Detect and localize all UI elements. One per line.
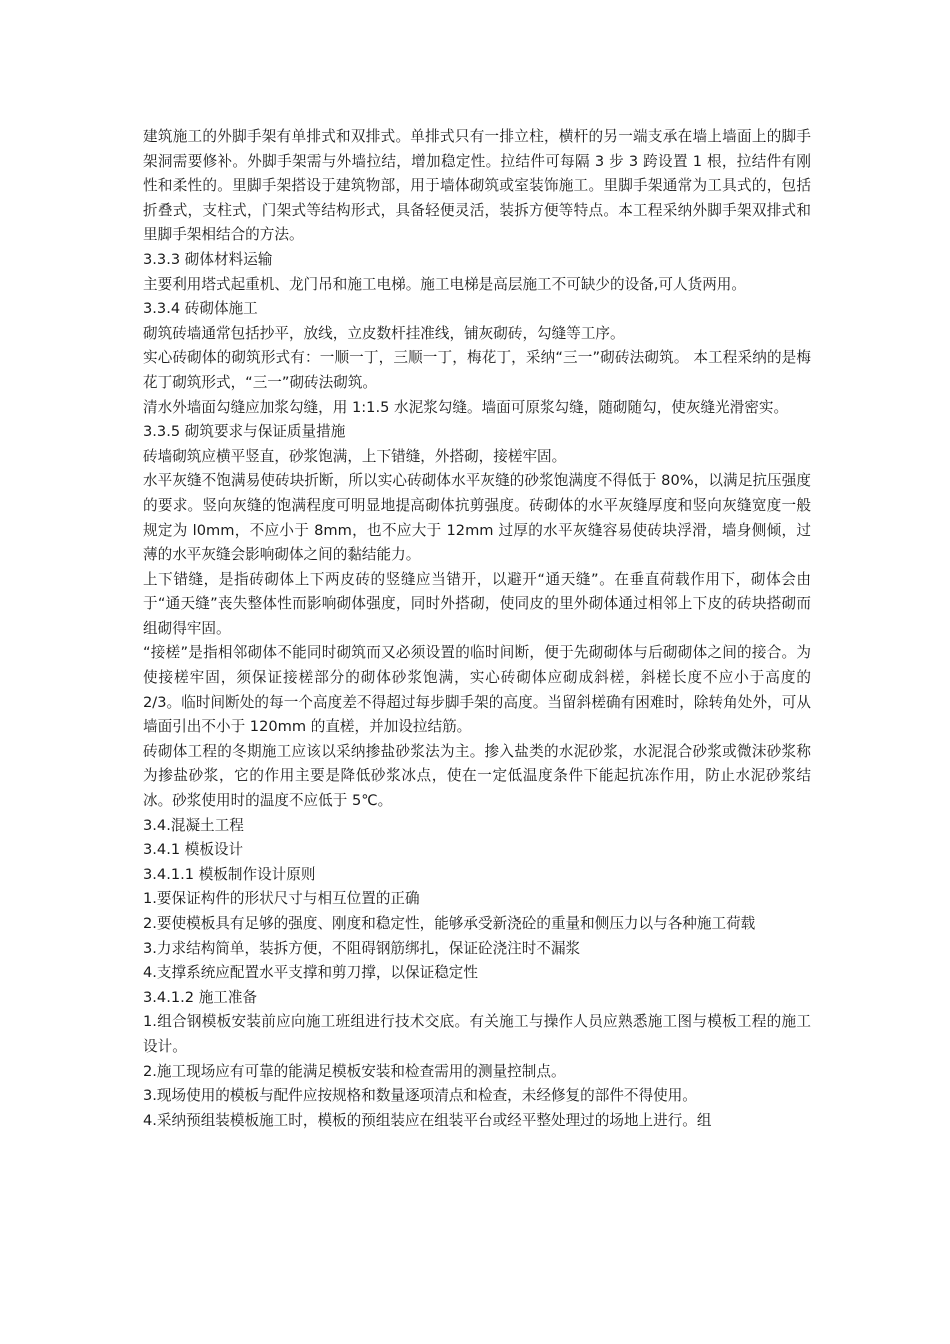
paragraph-pointing: 清水外墙面勾缝应加浆勾缝，用 1:1.5 水泥浆勾缝。墙面可原浆勾缝，随砌随勾，使灰缝光滑密实。 [143, 398, 789, 416]
paragraph-toothing: “接槎”是指相邻砌体不能同时砌筑而又必须设置的临时间断，便于先砌砌体与后砌砌体之间的接合。为使接槎牢固，须保证接槎部分的砌体砂浆饱满，实心砖砌体应砌成斜槎，斜槎长度不应小于高度的 2/3。临时间断处的每一个高度差不得超过每步脚手架的高度。当留斜槎确有困难时，除转角处外，可从墙面引出不小于 120mm 的直槎，并加设拉结筋。 [143, 644, 811, 736]
paragraph-material-transport: 主要利用塔式起重机、龙门吊和施工电梯。施工电梯是高层施工不可缺少的设备,可人货两用。 [143, 275, 746, 293]
heading-3-3-3: 3.3.3 砌体材料运输 [143, 250, 273, 268]
list-item-principle-2: 2.要使模板具有足够的强度、刚度和稳定性，能够承受新浇砼的重量和侧压力以与各种施工荷载 [143, 915, 756, 932]
list-item-preparation-3: 3.现场使用的模板与配件应按规格和数量逐项清点和检查，未经修复的部件不得使用。 [143, 1087, 697, 1105]
heading-3-4-1: 3.4.1 模板设计 [143, 841, 244, 859]
paragraph-horizontal-joints: 水平灰缝不饱满易使砖块折断，所以实心砖砌体水平灰缝的砂浆饱满度不得低于 80%，以满足抗压强度的要求。竖向灰缝的饱满程度可明显地提高砌体抗剪强度。砖砌体的水平灰缝厚度和竖向灰缝宽度一般规定为 l0mm，不应小于 8mm，也不应大于 12mm 过厚的水平灰缝容易使砖块浮滑，墙身侧倾，过薄的水平灰缝会影响砌体之间的黏结能力。 [143, 472, 811, 564]
list-item-preparation-1: 1.组合钢模板安装前应向施工班组进行技术交底。有关施工与操作人员应熟悉施工图与模板工程的施工设计。 [143, 1013, 811, 1055]
heading-3-3-5: 3.3.5 砌筑要求与保证质量措施 [143, 423, 346, 441]
list-item-principle-4: 4.支撑系统应配置水平支撑和剪刀撑，以保证稳定性 [143, 964, 478, 982]
paragraph-staggered-joints: 上下错缝，是指砖砌体上下两皮砖的竖缝应当错开，以避开“通天缝”。在垂直荷载作用下，砌体会由于“通天缝”丧失整体性而影响砌体强度，同时外搭砌，使同皮的里外砌体通过相邻上下皮的砖块搭砌而组砌得牢固。 [143, 570, 811, 637]
list-item-preparation-2: 2.施工现场应有可靠的能满足模板安装和检查需用的测量控制点。 [143, 1062, 566, 1080]
paragraph-winter-construction: 砖砌体工程的冬期施工应该以采纳掺盐砂浆法为主。掺入盐类的水泥砂浆，水泥混合砂浆或微沫砂浆称为掺盐砂浆，它的作用主要是降低砂浆冰点，使在一定低温度条件下能起抗冻作用，防止水泥砂浆结冰。砂浆使用时的温度不应低于 5℃。 [143, 742, 811, 810]
heading-3-4-1-1: 3.4.1.1 模板制作设计原则 [143, 865, 316, 883]
list-item-principle-1: 1.要保证构件的形状尺寸与相互位置的正确 [143, 890, 420, 908]
heading-3-3-4: 3.3.4 砖砌体施工 [143, 300, 258, 318]
heading-3-4-1-2: 3.4.1.2 施工准备 [143, 988, 258, 1006]
document-page [143, 125, 811, 1133]
heading-3-4: 3.4.混凝土工程 [143, 816, 244, 834]
list-item-preparation-4: 4.采纳预组装模板施工时，模板的预组装应在组装平台或经平整处理过的场地上进行。组 [143, 1111, 712, 1129]
paragraph-scaffolding: 建筑施工的外脚手架有单排式和双排式。单排式只有一排立柱，横杆的另一端支承在墙上墙面上的脚手架洞需要修补。外脚手架需与外墙拉结，增加稳定性。拉结件可每隔 3 步 3 跨设置 1 根，拉结件有刚性和柔性的。里脚手架搭设于建筑物部，用于墙体砌筑或室装饰施工。里脚手架通常为工具式的，包括折叠式，支柱式，门架式等结构形式，具备轻便灵活，装拆方便等特点。本工程采纳外脚手架双排式和里脚手架相结合的方法。 [143, 128, 811, 244]
paragraph-masonry-requirements: 砖墙砌筑应横平竖直，砂浆饱满，上下错缝，外搭砌，接槎牢固。 [143, 447, 567, 465]
list-item-principle-3: 3.力求结构简单，装拆方便，不阻碍钢筋绑扎，保证砼浇注时不漏浆 [143, 939, 581, 957]
paragraph-masonry-forms: 实心砖砌体的砌筑形式有：一顺一丁，三顺一丁，梅花丁，采纳“三一”砌砖法砌筑。 本工程采纳的是梅花丁砌筑形式，“三一”砌砖法砌筑。 [143, 349, 811, 391]
paragraph-masonry-steps: 砌筑砖墙通常包括抄平，放线，立皮数杆挂准线，铺灰砌砖，勾缝等工序。 [143, 324, 625, 342]
